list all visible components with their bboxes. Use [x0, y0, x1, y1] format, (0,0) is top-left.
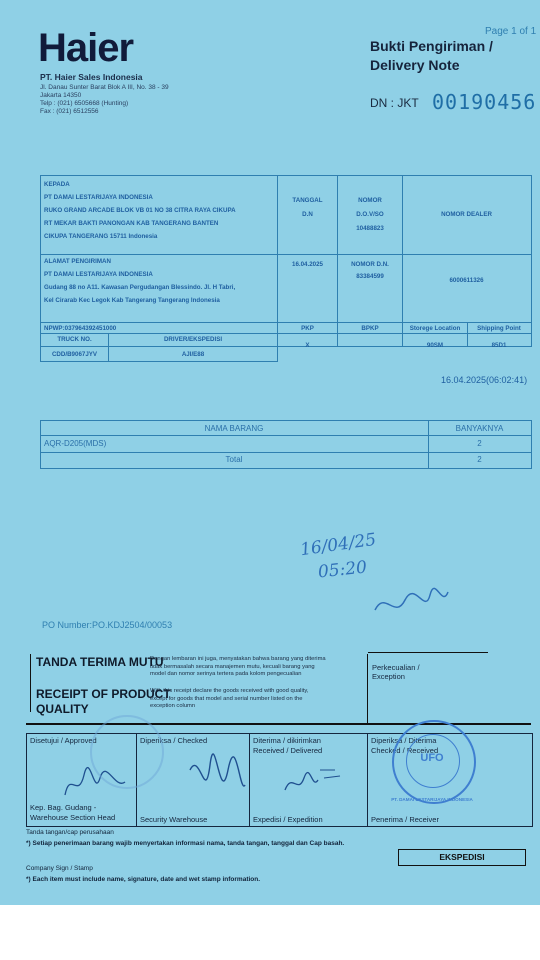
- receipt-text-line: With this receipt declare the goods received with good quality,: [150, 688, 309, 694]
- address-line: Jl. Danau Sunter Barat Blok A III, No. 38 - 39: [40, 84, 169, 91]
- truck-label: TRUCK NO.: [57, 336, 92, 343]
- page-indicator: Page 1 of 1: [485, 26, 537, 37]
- shipping-line: PT DAMAI LESTARIJAYA INDONESIA: [44, 271, 153, 278]
- sig-approved-label: Disetujui / Approved: [30, 736, 97, 745]
- signature-checked-icon: [180, 745, 250, 815]
- storage-location-value: 90SM: [426, 342, 444, 349]
- document-title: [370, 37, 493, 75]
- nomor-sub: D.O.V/SO: [356, 211, 384, 218]
- recipient-line: RT MEKAR BAKTI PANONGAN KAB TANGERANG BANTEN: [44, 220, 219, 227]
- address-line: Telp : (021) 6505668 (Hunting): [40, 100, 129, 107]
- footer-line: *) Setiap penerimaan barang wajib menyertakan informasi nama, tanda tangan, tanggal dan Cap basah.: [26, 840, 345, 847]
- handwritten-time: 05:20: [317, 557, 368, 583]
- print-timestamp: 16.04.2025(06:02:41): [441, 375, 528, 385]
- recipient-line: CIKUPA TANGERANG 15711 Indonesia: [44, 233, 158, 240]
- po-number: PO Number:PO.KDJ2504/00053: [42, 620, 173, 630]
- sig-received-role: Penerima / Receiver: [371, 815, 439, 824]
- footer-line: Company Sign / Stamp: [26, 865, 93, 872]
- shipping-line: Kel Cirarab Kec Legok Kab Tangerang Tangerang Indonesia: [44, 297, 220, 304]
- document-title-line: Bukti Pengiriman /: [370, 38, 493, 54]
- driver-value: AJI/E88: [181, 351, 205, 358]
- exception-label-line: Exception: [372, 672, 405, 681]
- divider: [402, 175, 403, 346]
- sig-checked-role: Security Warehouse: [140, 815, 208, 824]
- recipient-line: RUKO GRAND ARCADE BLOK VB 01 NO 38 CITRA RAYA CIKUPA: [44, 207, 236, 214]
- company-address: [40, 84, 169, 116]
- receipt-text-line: except for goods that model and serial number listed on the: [150, 695, 303, 702]
- dealer-label: NOMOR DEALER: [441, 211, 492, 218]
- sig-received-label: Diperiksa / Diterima: [371, 736, 437, 745]
- truck-value: CDD/B9067JYV: [51, 351, 98, 358]
- nomor-dn-label: NOMOR D.N.: [351, 261, 389, 268]
- sig-approved-role: Kep. Bag. Gudang -: [30, 803, 97, 812]
- nomor-dn-value: 83384599: [356, 273, 384, 280]
- tanggal-label: TANGGAL: [292, 197, 323, 204]
- pkp-label: PKP: [301, 325, 314, 332]
- shipping-point-label: Shipping Point: [477, 325, 521, 332]
- col-banyaknya: BANYAKNYA: [455, 424, 504, 433]
- item-name: AQR-D205(MDS): [44, 439, 107, 448]
- sig-delivered-label: Diterima / dikirimkan: [253, 736, 321, 745]
- receipt-text-id: [150, 656, 326, 679]
- divider: [40, 452, 531, 453]
- dealer-value: 6000611326: [449, 277, 484, 284]
- nomor-label: NOMOR: [358, 197, 382, 204]
- receipt-text-line: tidak bermasalah secara manajemen mutu, kecuali barang yang: [150, 663, 315, 670]
- divider: [277, 346, 278, 361]
- item-qty: 2: [477, 439, 482, 448]
- tanggal-sub: D.N: [302, 211, 313, 218]
- pkp-value: X: [305, 342, 310, 349]
- receipt-text-en: [150, 688, 308, 711]
- divider: [40, 435, 531, 436]
- sig-approved-role: Warehouse Section Head: [30, 813, 116, 822]
- exception-label: [372, 663, 420, 681]
- address-line: Fax : (021) 6512556: [40, 108, 99, 115]
- divider: [40, 254, 531, 255]
- bpkp-label: BPKP: [361, 325, 379, 332]
- shipping-date: 16.04.2025: [292, 261, 323, 268]
- bracket-right: [367, 654, 368, 724]
- exception-label-line: Perkecualian /: [372, 663, 420, 672]
- divider: [367, 733, 368, 826]
- driver-label: DRIVER/EKSPEDISI: [163, 336, 223, 343]
- shipping-line: Gudang 88 no A11. Kawasan Pergudangan Blessindo. Jl. H Tabri,: [44, 284, 236, 291]
- storage-location-label: Storege Location: [409, 325, 461, 332]
- receipt-title-en: RECEIPT OF PRODUCT: [36, 687, 171, 701]
- footer-line: Tanda tangan/cap perusahaan: [26, 829, 114, 836]
- receipt-text-line: exception column: [150, 703, 196, 709]
- divider: [40, 361, 278, 362]
- signature-delivered-icon: [280, 760, 350, 805]
- divider: [40, 333, 531, 334]
- handwritten-signature-icon: [370, 580, 450, 630]
- sig-received-label: Checked / Received: [371, 746, 439, 755]
- address-line: Jakarta 14350: [40, 92, 82, 99]
- ekspedisi-box: EKSPEDISI: [398, 849, 526, 866]
- shipping-label: ALAMAT PENGIRIMAN: [44, 258, 111, 265]
- npwp: NPWP:037964392451000: [44, 325, 117, 332]
- col-nama-barang: NAMA BARANG: [204, 424, 264, 433]
- stamp-center-text: UFO: [420, 752, 444, 764]
- dn-label: DN : JKT: [370, 96, 419, 110]
- recipient-line: PT DAMAI LESTARIJAYA INDONESIA: [44, 194, 153, 201]
- haier-logo: Haier: [38, 26, 134, 70]
- dn-number: 00190456: [432, 90, 537, 114]
- footer-line: *) Each item must include name, signature, date and wet stamp information.: [26, 876, 261, 883]
- company-name: PT. Haier Sales Indonesia: [40, 72, 143, 82]
- stamp-ring-text: PT. DAMAI LESTARIJAYA INDONESIA: [391, 797, 473, 802]
- shipping-point-value: 85D1: [491, 342, 507, 349]
- receipt-title-id: TANDA TERIMA MUTU: [36, 655, 164, 669]
- document-title-line: Delivery Note: [370, 57, 460, 73]
- sig-delivered-label: Received / Delivered: [253, 746, 323, 755]
- kepada-label: KEPADA: [44, 181, 70, 188]
- nomor-value: 10488823: [356, 225, 384, 232]
- handwritten-date: 16/04/25: [298, 529, 378, 561]
- sig-delivered-role: Expedisi / Expedition: [253, 815, 323, 824]
- receipt-title-en: QUALITY: [36, 702, 89, 716]
- bracket-left: [30, 654, 31, 712]
- faded-stamp-icon: [90, 715, 164, 789]
- divider: [40, 346, 278, 347]
- sig-checked-label: Diperiksa / Checked: [140, 736, 208, 745]
- total-value: 2: [477, 455, 482, 464]
- total-label: Total: [225, 455, 243, 464]
- receipt-text-line: Dengan lembaran ini juga, menyatakan bahwa barang yang diterima: [150, 656, 326, 662]
- bracket-top: [368, 652, 488, 653]
- receipt-text-line: model dan nomor serinya tertera pada kolom pengecualian: [150, 671, 302, 677]
- divider: [40, 322, 531, 323]
